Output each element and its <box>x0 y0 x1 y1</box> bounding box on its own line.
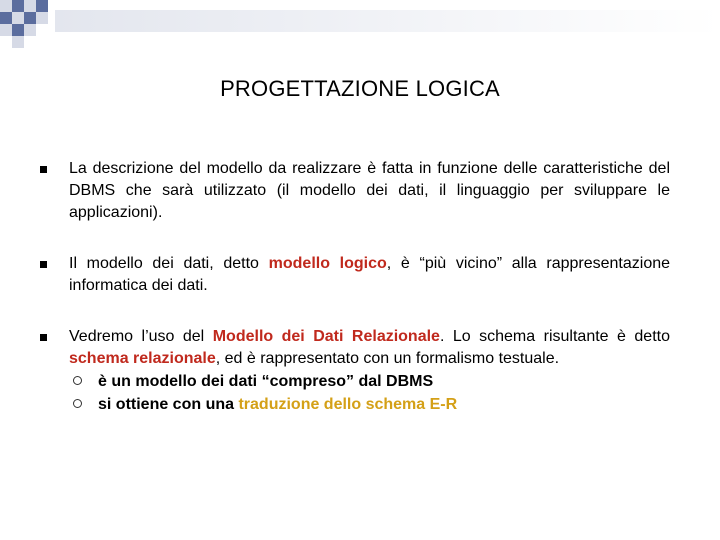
square-bullet-icon <box>40 261 47 268</box>
bullet-text <box>69 326 670 370</box>
text-segment: Vedremo l’uso del <box>69 328 213 345</box>
bullet-text <box>69 253 670 297</box>
square-bullet-icon <box>40 166 47 173</box>
circle-bullet-icon <box>73 376 82 385</box>
bullet-modello-logico <box>40 253 670 297</box>
highlight-traduzione-schema-er: traduzione dello schema E-R <box>238 396 458 413</box>
bullet-modello-relazionale <box>40 326 670 416</box>
circle-bullet-icon <box>73 399 82 408</box>
slide-title: PROGETTAZIONE LOGICA <box>220 76 500 101</box>
sub-bullet-text: è un modello dei dati “compreso” dal DBMS <box>98 373 434 390</box>
highlight-schema-relazionale: schema relazionale <box>69 350 216 367</box>
decorative-squares-banner <box>0 0 720 50</box>
highlight-modello-logico: modello logico <box>268 255 387 272</box>
bullet-text: La descrizione del modello da realizzare è fatta in funzione delle caratteristiche del DBMS che sarà utilizzato (il modello dei dati, il linguaggio per sviluppare le applicazioni). <box>69 160 670 221</box>
highlight-modello-relazionale: Modello dei Dati Relazionale <box>212 328 440 345</box>
text-segment: . Lo schema risultante è detto <box>439 328 670 345</box>
square-bullet-icon <box>40 334 47 341</box>
text-segment: , è “più vicino” alla rappresentazione informatica dei dati. <box>69 255 671 294</box>
bullet-descrizione <box>40 158 670 224</box>
text-segment: Il modello dei dati, detto <box>69 255 269 272</box>
sub-bullet <box>73 393 670 416</box>
text-segment: si ottiene con una <box>98 396 239 413</box>
sub-bullet-text <box>98 393 670 416</box>
sub-bullet <box>73 370 670 393</box>
text-segment: , ed è rappresentato con un formalismo testuale. <box>215 350 560 367</box>
